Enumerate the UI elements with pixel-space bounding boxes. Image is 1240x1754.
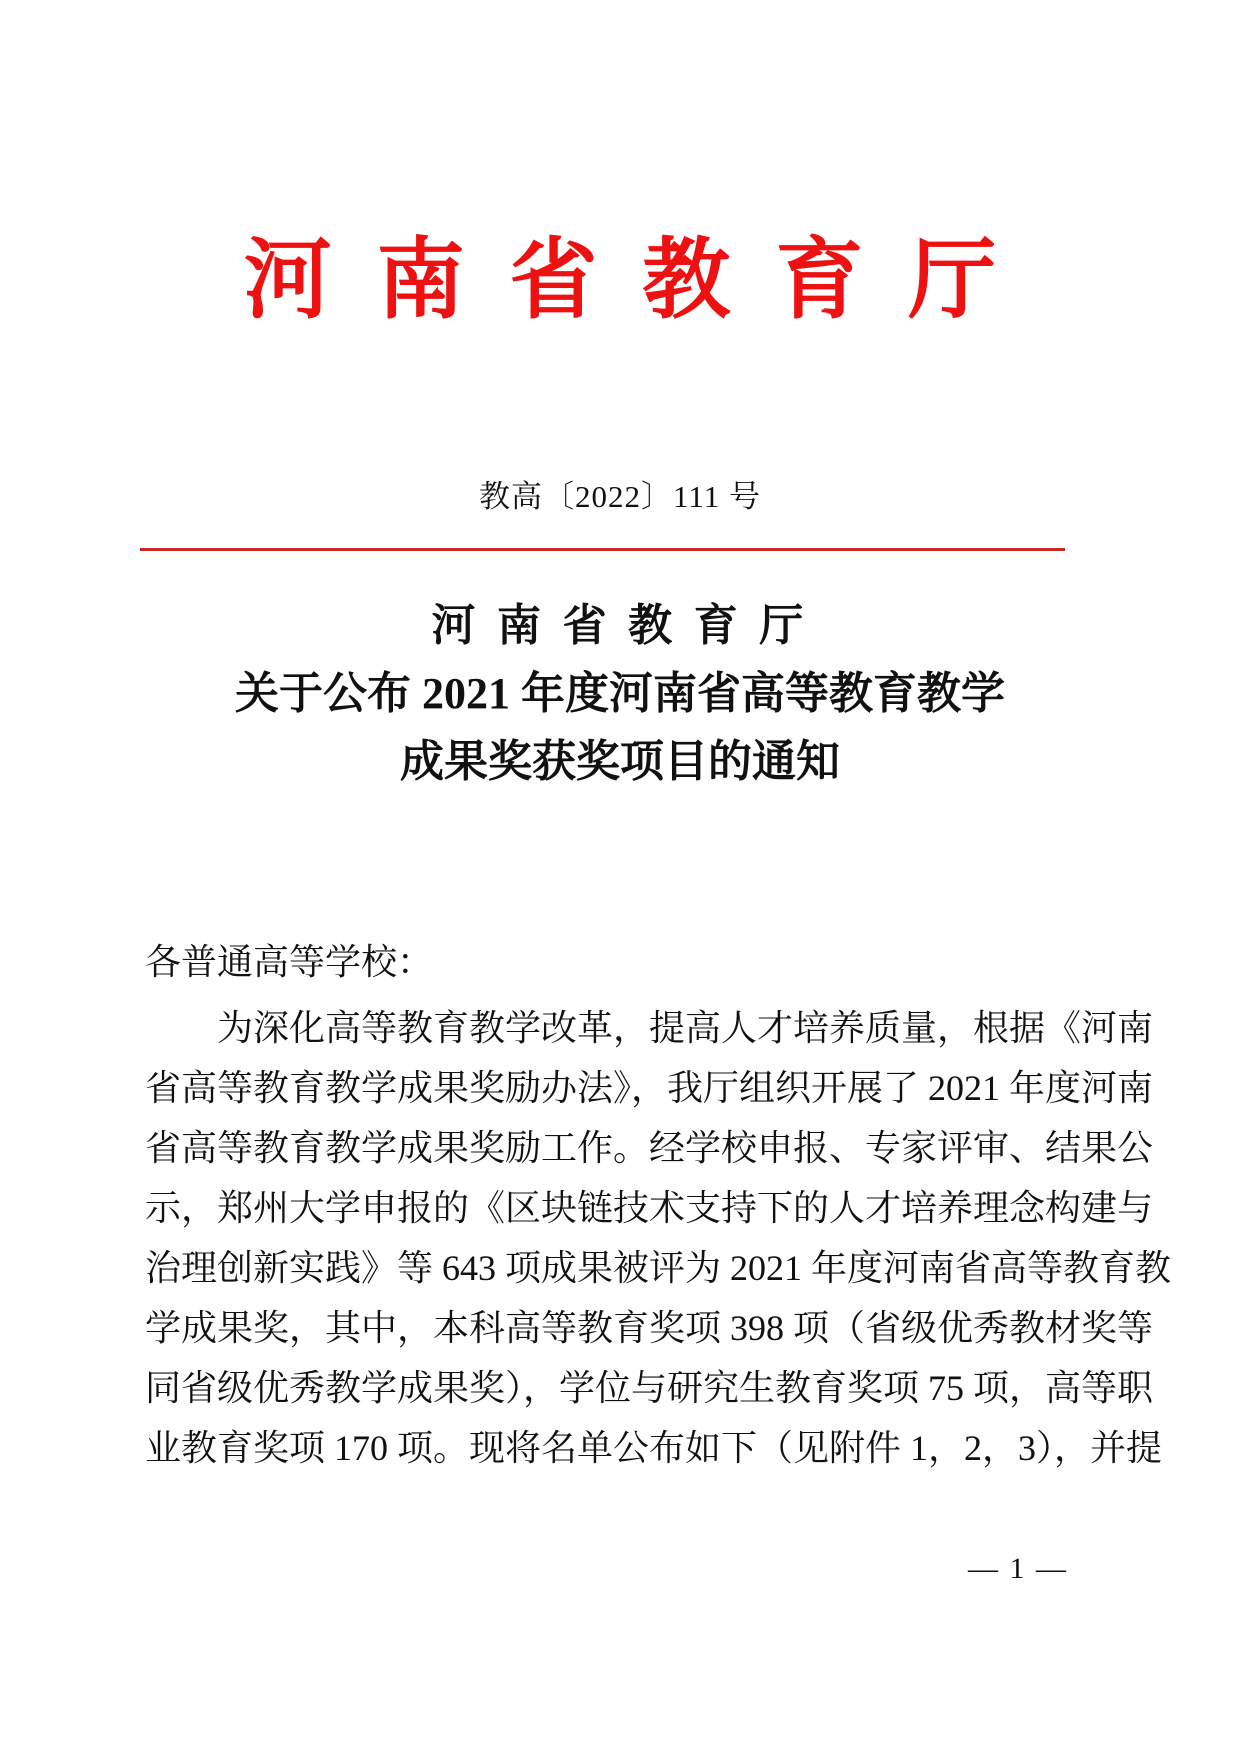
document-title-line-1: 河 南 省 教 育 厅: [431, 601, 809, 650]
body-line: 省高等教育教学成果奖励办法》，我厅组织开展了 2021 年度河南: [145, 1068, 1154, 1108]
document-title-line-3: 成果奖获奖项目的通知: [400, 737, 840, 786]
salutation: 各普通高等学校：: [145, 942, 434, 982]
document-title: [0, 592, 1240, 796]
body-line: 示，郑州大学申报的《区块链技术支持下的人才培养理念构建与: [145, 1188, 1154, 1228]
agency-letterhead: 河 南 省 教 育 厅: [243, 233, 1008, 330]
body-line: 同省级优秀教学成果奖），学位与研究生教育奖项 75 项，高等职: [145, 1368, 1154, 1408]
page-number: — 1 —: [968, 1552, 1068, 1585]
body-line: 业教育奖项 170 项。现将名单公布如下（见附件 1，2，3），并提: [145, 1428, 1163, 1468]
letterhead-divider-rule: [140, 548, 1065, 551]
body-line: 治理创新实践》等 643 项成果被评为 2021 年度河南省高等教育教: [145, 1248, 1172, 1288]
body-paragraph: [145, 998, 1172, 1478]
body-line: 为深化高等教育教学改革，提高人才培养质量，根据《河南: [217, 1008, 1154, 1048]
body-line: 学成果奖，其中，本科高等教育奖项 398 项（省级优秀教材奖等: [145, 1308, 1154, 1348]
document-number: 教高〔2022〕111 号: [479, 479, 761, 514]
document-title-line-2: 关于公布 2021 年度河南省高等教育教学: [235, 669, 1005, 718]
body-line: 省高等教育教学成果奖励工作。经学校申报、专家评审、结果公: [145, 1128, 1154, 1168]
